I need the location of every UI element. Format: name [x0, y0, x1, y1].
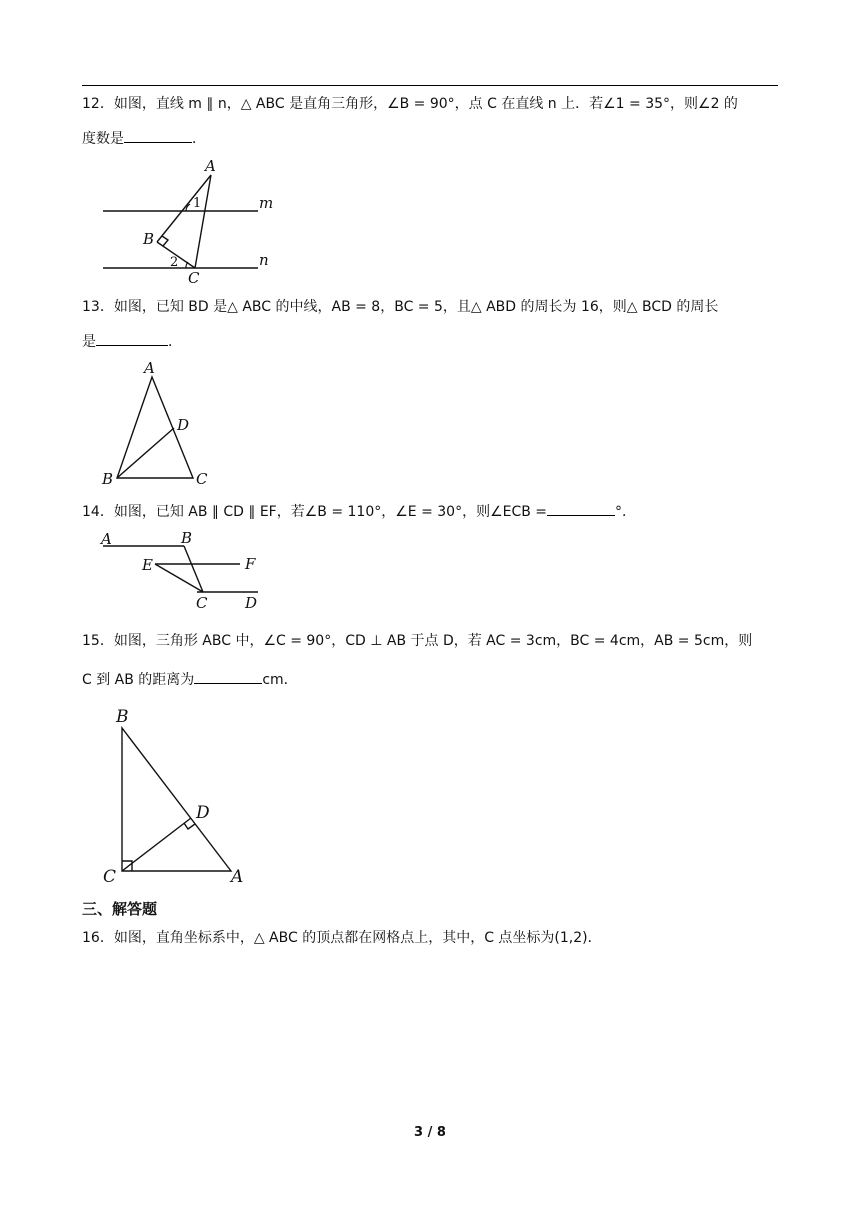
section-title: 三、解答题: [82, 900, 158, 918]
label-b: B: [143, 230, 155, 248]
label-b: B: [181, 529, 193, 547]
question-12-line-2: 度数是 ．: [82, 128, 206, 149]
right-angle-d: [184, 823, 195, 829]
question-15-line-1: 15．如图，三角形 ABC 中，∠C = 90°，CD ⊥ AB 于点 D，若 AC = 3cm，BC = 4cm，AB = 5cm，则: [82, 633, 753, 649]
label-f: F: [245, 555, 256, 573]
question-16-line-1: 16．如图，直角坐标系中，△ ABC 的顶点都在网格点上，其中，C 点坐标为(1,2)．: [82, 930, 602, 946]
label-n: n: [259, 251, 269, 269]
question-13-line-1: 13．如图，已知 BD 是△ ABC 的中线，AB = 8，BC = 5，且△ ABD 的周长为 16，则△ BCD 的周长: [82, 299, 719, 315]
label-d: D: [245, 594, 258, 612]
label-e: E: [142, 556, 153, 574]
label-m: m: [259, 194, 274, 212]
page-number: 3 / 8: [414, 1125, 446, 1140]
label-d: D: [196, 803, 210, 823]
label-a: A: [144, 359, 155, 377]
label-d: D: [177, 416, 190, 434]
label-a: A: [231, 867, 244, 887]
question-12-line-1: 12．如图，直线 m ∥ n，△ ABC 是直角三角形，∠B = 90°，点 C 在直线 n 上．若∠1 = 35°，则∠2 的: [82, 96, 738, 112]
label-c: C: [188, 269, 200, 287]
label-angle-2: 2: [170, 255, 179, 270]
label-b: B: [116, 707, 129, 727]
label-a: A: [101, 530, 112, 548]
label-c: C: [196, 470, 208, 488]
triangle-abc: [122, 728, 231, 871]
label-c: C: [196, 594, 208, 612]
question-15-line-2: C 到 AB 的距离为 cm．: [82, 669, 298, 690]
label-b: B: [102, 470, 114, 488]
label-a: A: [205, 157, 216, 175]
question-14-line-1: 14．如图，已知 AB ∥ CD ∥ EF，若∠B = 110°，∠E = 30°，则∠ECB = °．: [82, 501, 636, 522]
question-13-line-2: 是 ．: [82, 331, 182, 352]
label-angle-1: 1: [193, 196, 202, 211]
label-c: C: [103, 867, 117, 887]
